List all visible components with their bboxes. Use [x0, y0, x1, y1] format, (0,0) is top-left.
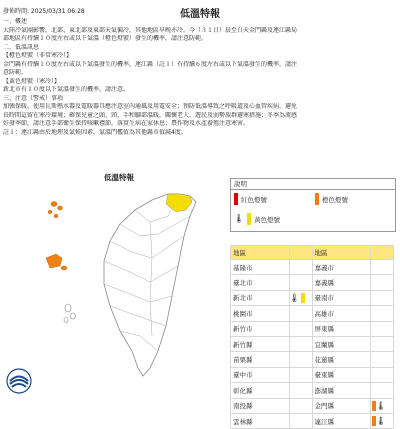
table-row: [231, 321, 394, 336]
county-level: [371, 275, 394, 290]
county-name: 花蓮縣: [312, 352, 371, 367]
red-swatch: [234, 193, 238, 205]
county-level: [289, 260, 312, 275]
legend-box: [230, 178, 396, 232]
county-name: 南投縣: [231, 398, 290, 413]
table-row: [231, 413, 394, 428]
issued-time: 發佈時間: 2025/03/31 06:28: [3, 8, 85, 15]
table-row: [231, 275, 394, 290]
county-level: [289, 367, 312, 382]
county-name: 宜蘭縣: [312, 336, 371, 351]
county-table: [230, 245, 394, 429]
county-name: 嘉義縣: [312, 275, 371, 290]
table-header-right: 地區: [312, 246, 371, 260]
orange-level-body-line: 金門縣有持續１０度左右或以下氣溫發生的機率，連江縣（註１）有持續６度左右或以下氣溫發生的機率，請注: [3, 60, 298, 68]
county-name: 基隆市: [231, 260, 290, 275]
county-name: 臺中市: [231, 367, 290, 382]
county-name: 臺北市: [231, 275, 290, 290]
table-row: [231, 306, 394, 321]
advice-line: 好發季節，請注意手部衛生保持咳嗽禮節，落實生病在家休息；農作物及水產養殖注意寒害。: [3, 120, 250, 127]
county-name: 彰化縣: [231, 383, 290, 398]
yellow-level-title: 【黃色燈號（寒冷）】: [3, 77, 61, 85]
county-name: 金門縣: [312, 398, 371, 413]
county-level: [371, 413, 394, 428]
kinmen-islands: [46, 254, 67, 270]
thermometer-icon: 🌡: [289, 293, 300, 303]
table-row: [231, 383, 394, 398]
thermometer-icon: 🌡: [376, 401, 387, 411]
table-header-left-icon: [289, 246, 312, 260]
legend-orange-label: 橙色燈號: [322, 195, 348, 204]
county-name: 雲林縣: [231, 413, 290, 428]
taiwan-island: [104, 194, 196, 376]
advice-line: 加強保暖，使用瓦斯熱水器及電暖器具應注意室內通風及用電安全；預防低溫導致之呼吸道及心血管疾病，避免: [3, 103, 298, 110]
county-name: 桃園市: [231, 306, 290, 321]
table-row: [231, 367, 394, 382]
thermometer-icon: 🌡: [234, 214, 245, 223]
thermometer-icon: 🌡: [376, 416, 387, 426]
table-header-left: 地區: [231, 246, 290, 260]
county-name: 臺東縣: [312, 367, 371, 382]
table-header-right-icon: [371, 246, 394, 260]
county-name: 新竹市: [231, 321, 290, 336]
county-level: [371, 398, 394, 413]
county-level: [289, 275, 312, 290]
orange-swatch: [315, 193, 319, 205]
county-level: [371, 336, 394, 351]
county-level: [289, 383, 312, 398]
table-row: [231, 336, 394, 351]
orange-level-body-line: 意防範。: [3, 69, 28, 76]
section1-title: 一、概述: [3, 18, 28, 25]
penghu-islands: [64, 304, 76, 323]
map-title: 低溫特報: [104, 173, 134, 182]
county-name: 苗栗縣: [231, 352, 290, 367]
page-title: 低溫特報: [180, 9, 220, 20]
county-level: [289, 290, 312, 305]
orange-level-title: 【橙色燈號（非常寒冷）】: [3, 52, 73, 59]
county-level: [371, 306, 394, 321]
section2-title: 二、低溫訊息: [3, 43, 40, 51]
county-name: 新竹縣: [231, 336, 290, 351]
yellow-level-swatch: [301, 293, 305, 303]
county-name: 連江縣: [312, 413, 371, 428]
county-level: [289, 321, 312, 336]
bulletin-text: [3, 18, 395, 137]
county-level: [289, 398, 312, 413]
section3-title: 三、注意（警戒）事項: [3, 94, 64, 102]
county-name: 新北市: [231, 290, 290, 305]
county-level: [371, 321, 394, 336]
county-level: [371, 367, 394, 382]
county-level: [289, 306, 312, 321]
yellow-level-body: 新北市有１０度以下氣溫發生的機率，請注意。: [3, 86, 130, 93]
table-row: [231, 290, 394, 305]
county-level: [289, 336, 312, 351]
county-name: 屏東縣: [312, 321, 371, 336]
county-level: [371, 383, 394, 398]
taiwan-warning-map: [40, 186, 210, 391]
county-level: [371, 352, 394, 367]
table-row: [231, 352, 394, 367]
county-name: 臺南市: [312, 290, 371, 305]
legend-yellow-label: 黃色燈號: [254, 215, 281, 224]
cwa-logo: [6, 368, 32, 394]
county-name: 澎湖縣: [312, 383, 371, 398]
legend-header: 說明: [231, 179, 395, 190]
county-level: [371, 260, 394, 275]
county-level: [371, 290, 394, 305]
table-row: [231, 398, 394, 413]
table-row: [231, 260, 394, 275]
county-name: 嘉義市: [312, 260, 371, 275]
matsu-islands: [48, 202, 63, 218]
county-level: [289, 352, 312, 367]
legend-orange: [315, 193, 348, 205]
yellow-swatch: [247, 213, 251, 225]
county-table-body: [231, 260, 394, 429]
county-level: [289, 413, 312, 428]
bulletin-note: 註１：連江縣由於地理及氣候因素，氣溫門檻值為其他縣市值減4度。: [3, 128, 187, 136]
legend-yellow: [234, 213, 280, 225]
legend-red: [234, 193, 267, 205]
advice-line: 長時間這留在寒冷環境；確保兒童之頭、頸、手和腳部溫暖，關懷老人、遊民及弱勢族群避寒措施；冬季為流感: [3, 111, 298, 119]
county-name: 高雄市: [312, 306, 371, 321]
section1-body-line: 部地區有持續１０度左右或以下氣溫（橙色燈號）發生的機率，請注意防範。: [3, 35, 208, 42]
legend-red-label: 紅色燈號: [241, 195, 267, 204]
section1-body-line: 大陸冷氣團影響，北部、東北部及東部天氣偏冷，其他地區早晚亦冷。今（３１日）晨至白天金門縣及連江縣局: [3, 26, 298, 34]
